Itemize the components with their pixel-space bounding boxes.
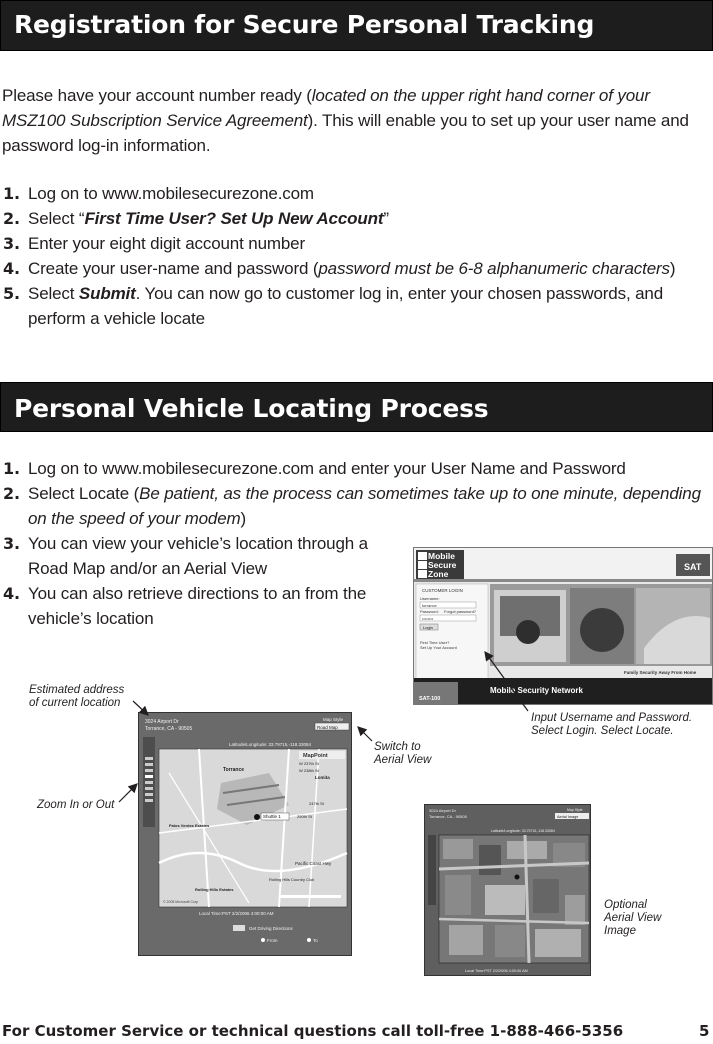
step-number: 2.: [3, 484, 20, 503]
page-number: 5: [699, 1022, 710, 1040]
username-label: Username:: [420, 596, 440, 601]
map-local-time: Local Time:PST 2/2/2006 4:00:00 AM: [199, 911, 274, 916]
aerial-address-line-2: Torrance, CA - 90505: [429, 814, 467, 819]
arrow-login: [485, 652, 528, 711]
intro-text-b: ). This will enable you to set up your user name and password log-in information.: [2, 111, 689, 155]
step-text: Log on to www.mobilesecurezone.com and enter your User Name and Password: [28, 459, 626, 478]
step-number: 2.: [3, 209, 20, 228]
step-emphasis: First Time User? Set Up New Account: [84, 209, 384, 228]
model-label: SAT-100: [419, 696, 441, 702]
map-place-rolling-hills: Rolling Hills Estates: [195, 887, 234, 892]
step-text: Select “: [28, 209, 85, 228]
step-text: Select: [28, 284, 79, 303]
map-street-1: W 237th St: [299, 761, 319, 766]
step-text: ): [669, 259, 676, 278]
setup-link[interactable]: Set Up Your Account: [420, 645, 457, 650]
logo-line-1: Mobile: [428, 551, 455, 561]
step-number: 3.: [3, 234, 20, 253]
step-number: 1.: [3, 184, 20, 203]
aerial-latlong: Latitude/Longitude: 33.79715,-118.33084: [491, 829, 555, 833]
step-number: 5.: [3, 284, 20, 303]
logo-line-2: Secure: [428, 560, 457, 570]
map-city-torrance: Torrance: [223, 767, 245, 773]
step-text: Log on to www.mobilesecurezone.com: [28, 184, 314, 203]
login-button-label: Login: [423, 625, 433, 630]
map-place-country-club: Rolling Hills Country Club: [269, 877, 315, 882]
caption-switch-aerial: Switch to Aerial View: [374, 741, 432, 766]
caption-zoom: Zoom In or Out: [37, 799, 115, 811]
intro-text-a: Please have your account number ready (: [2, 86, 312, 105]
forgot-password-link[interactable]: Forgot password?: [444, 609, 477, 614]
password-value: ••••••••: [422, 616, 434, 621]
step-text: . You can now go to customer log in, enter your chosen passwords, and perform a vehicle locate: [28, 284, 664, 328]
intro-text-em: located on the upper right hand corner of your MSZ100 Subscription Service Agreement: [2, 86, 650, 130]
footer-contact: For Customer Service or technical questions call toll-free 1-888-466-5356: [2, 1022, 624, 1040]
step-number: 1.: [3, 459, 20, 478]
vehicle-label: Shuttle 1: [263, 814, 281, 819]
sat-logo-text: SAT: [684, 562, 702, 572]
aerial-map-style-value: Aerial Image: [557, 815, 579, 819]
step-text: You can view your vehicle’s location through a Road Map and/or an Aerial View: [28, 534, 368, 578]
step-text: Enter your eight digit account number: [28, 234, 306, 253]
login-box-title: CUSTOMER LOGIN: [422, 588, 463, 593]
password-label: Password:: [420, 609, 439, 614]
map-street-4: 250th St: [297, 814, 312, 819]
step-number: 4.: [3, 259, 20, 278]
step-number: 4.: [3, 584, 20, 603]
step-emphasis: Be patient, as the process can sometimes take up to one minute, depending on the speed of your modem: [28, 484, 701, 528]
caption-optional-aerial: Optional Aerial View Image: [604, 899, 662, 937]
map-city-lomita: Lomita: [315, 775, 330, 780]
caption-login: Input Username and Password. Select Login. Select Locate.: [531, 712, 693, 737]
map-address-line-1: 3024 Airport Dr: [145, 719, 179, 725]
arrow-switch-aerial: [358, 727, 372, 741]
network-label: Mobile Security Network: [490, 686, 583, 695]
step-text: Create your user-name and password (: [28, 259, 319, 278]
step-text: Select Locate (: [28, 484, 140, 503]
step-text: You can also retrieve directions to an from the vehicle’s location: [28, 584, 367, 628]
first-time-link[interactable]: First Time User?: [420, 640, 450, 645]
map-street-5: Pacific Coast Hwy: [295, 861, 332, 866]
username-value: torrance: [422, 603, 437, 608]
arrow-estimated-address: [133, 701, 148, 715]
map-street-2: W 238th St: [299, 768, 319, 773]
step-emphasis: Submit: [78, 284, 136, 303]
aerial-address-line-1: 3024 Airport Dr: [429, 808, 456, 813]
step-text: ”: [383, 209, 389, 228]
arrow-zoom: [119, 784, 137, 802]
caption-estimated-address: Estimated address of current location: [29, 684, 125, 709]
map-style-value: Road Map: [317, 725, 338, 730]
map-street-3: 247th St: [309, 801, 324, 806]
logo-line-3: Zone: [428, 569, 449, 579]
to-label: To: [313, 938, 318, 943]
step-emphasis: password must be 6-8 alphanumeric characters: [318, 259, 670, 278]
aerial-local-time: Local Time:PST 2/2/2006 4:00:00 AM: [465, 969, 528, 973]
aerial-map-style-label: Map Style: [567, 808, 583, 812]
section-title: Registration for Secure Personal Tracking: [14, 10, 595, 39]
map-brand: MapPoint: [303, 753, 328, 759]
section-title: Personal Vehicle Locating Process: [14, 394, 489, 423]
tagline: Family Security Away From Home: [624, 670, 697, 675]
map-style-label: Map Style: [323, 717, 344, 722]
step-number: 3.: [3, 534, 20, 553]
map-latlong: Latitude/Longitude: 33.79715,-118.33084: [229, 742, 311, 747]
map-address-line-2: Torrance, CA - 90505: [145, 726, 193, 732]
from-label: From: [267, 938, 278, 943]
directions-link[interactable]: Get Driving Directions: [249, 926, 293, 931]
step-text: ): [240, 509, 247, 528]
map-place-palos-verdes: Palos Verdes Estates: [169, 823, 210, 828]
map-copyright: © 2005 Microsoft Corp: [163, 900, 199, 904]
